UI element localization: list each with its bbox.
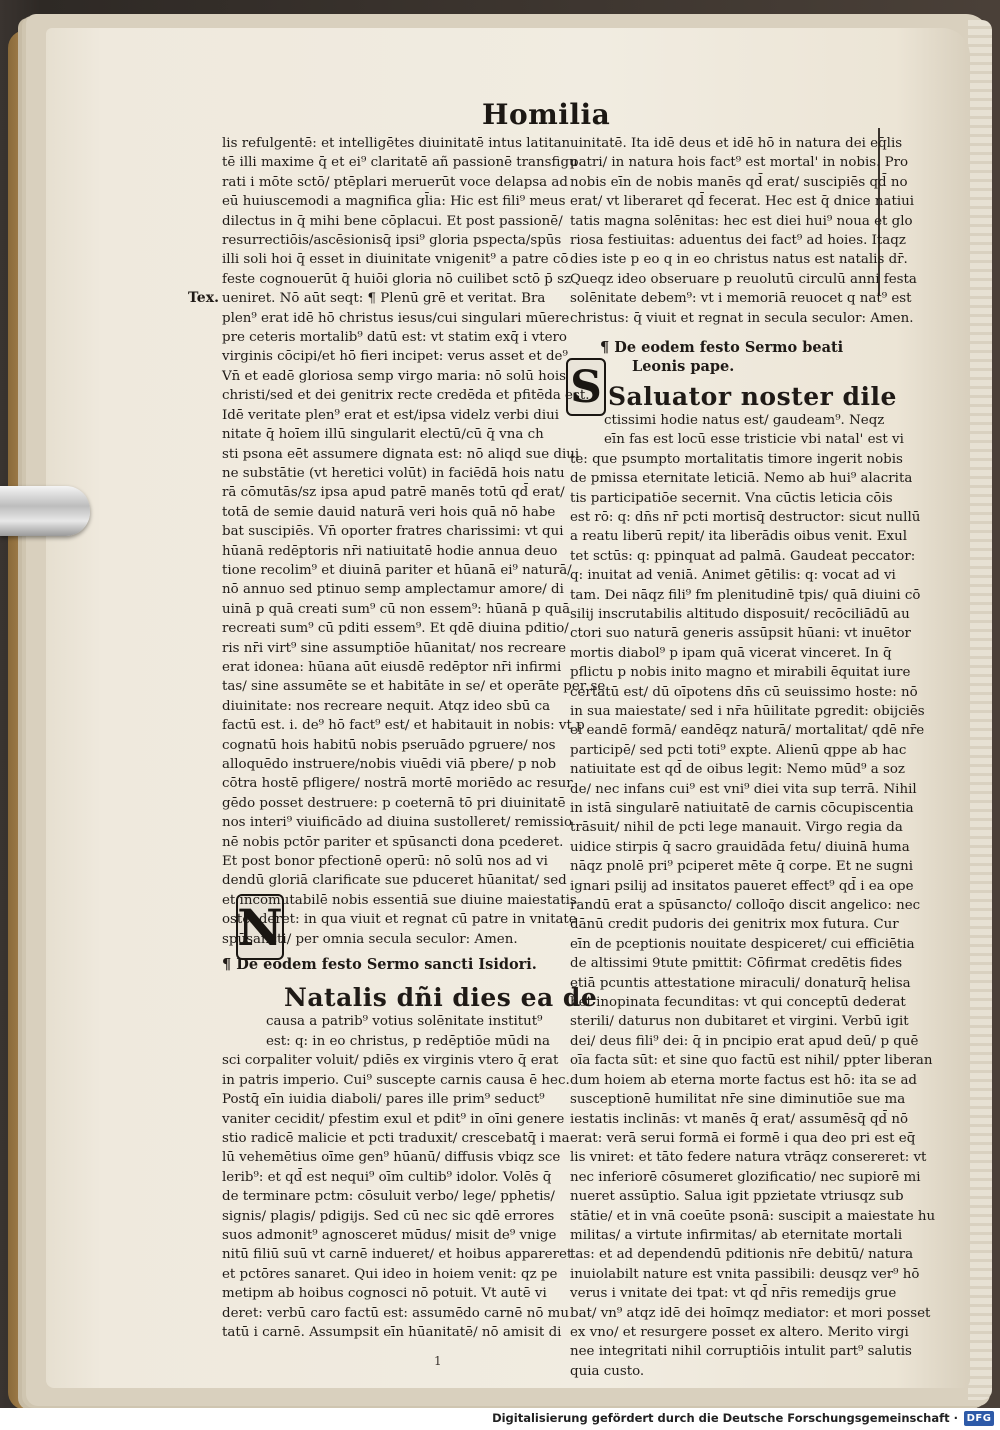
text-line: bet inopinata fecunditas: vt qui conceptū dederat — [570, 995, 906, 1011]
text-line: oīa facta sūt: et sine quo factū est nihil/ ppter liberan — [570, 1053, 933, 1069]
text-line: dānū credit pudoris dei genitrix mox futura. Cur — [570, 917, 899, 933]
text-line: virginis cōcipi/et hō fieri incipet: verus asset et de⁹. — [222, 349, 573, 365]
text-line: natiuitate est qd̄ de oibus legit: Nemo mūd⁹ a soz — [570, 762, 905, 778]
text-line: recreati sum⁹ cū pditi essem⁹. Et qdē diuina pditio/ — [222, 621, 569, 637]
footer-bar — [0, 1408, 1000, 1430]
text-line: factū est. i. de⁹ hō fact⁹ est/ et habitauit in nobis: vt p — [222, 718, 585, 734]
text-line: etiā pcuntis attestatione miraculi/ donaturq̄ helisa — [570, 975, 911, 991]
text-line: solēnitate debem⁹: vt i memoriā reuocet q nat⁹ est — [570, 291, 912, 307]
text-line: resurrectiōis/ascēsionisq̄ ipsi⁹ gloria pspecta/spūs — [222, 233, 562, 249]
text-line: militas/ a virtute infirmitas/ ab eternitate mortali — [570, 1227, 903, 1243]
text-line: nitū filiū suū vt carnē indueret/ et hoibus appareret — [222, 1247, 573, 1263]
text-line: ignari psilij ad insitatos paueret effect⁹ qd̄ i ea ope — [570, 878, 914, 894]
text-line: signis/ plagis/ pdigijs. Sed cū nec sic qdē errores — [222, 1208, 555, 1224]
text-line: erat: verā serui formā ei formē i qua deo pri est eq̄ — [570, 1130, 916, 1146]
text-line: de terminare pctm: cōsuluit verbo/ lege/ pphetis/ — [222, 1189, 555, 1205]
text-line: dies iste p eo q in eo christus natus est natalis dr̄. — [570, 252, 908, 268]
text-line: causa a patrib⁹ votius solēnitate institut⁹ — [266, 1014, 543, 1030]
text-line: dendū gloriā clarificate sue pduceret hūanitat/ sed — [222, 873, 567, 889]
funding-notice: Digitalisierung gefördert durch die Deutsche Forschungsgemeinschaft · — [492, 1411, 958, 1425]
text-line: spūsancti/ per omnia secula seculor: Amen. — [222, 931, 518, 947]
text-line: ne substātie (vt heretici volūt) in faciēdā hois natu — [222, 465, 565, 481]
dfg-logo: DFG — [964, 1411, 994, 1426]
text-line: lū vehemētius oīme gen⁹ hūanū/ diffusis vbiqz sce — [222, 1150, 561, 1166]
right-column-text-2 — [570, 411, 936, 1381]
text-line: eīn de pceptionis nouitate despiceret/ cui efficiētia — [570, 936, 915, 952]
text-line: susceptionē humilitat nr̄e sine diminutiōe sue ma — [570, 1092, 906, 1108]
text-line: in patris imperio. Cui⁹ suscepte carnis causa ē hec. — [222, 1072, 570, 1088]
text-line: participē/ sed pcti toti⁹ expte. Alienū qppe ab hac — [570, 742, 907, 758]
text-line: lis refulgentē: et intelligētes diuinitatē intus latitan — [222, 136, 571, 151]
text-line: de pmissa eternitate leticiā. Nemo ab hui⁹ alacrita — [570, 471, 913, 487]
text-line: cōtra hostē pfligere/ nostrā mortē moriēdo ac resur — [222, 776, 573, 792]
text-line: tatis magna solēnitas: hec est diei hui⁹ noua et glo — [570, 213, 913, 229]
text-line: tam. Dei nāqz fili⁹ fm plenitudinē tpis/ quā diuini cō — [570, 587, 921, 603]
text-line: sterili/ daturus non dubitaret et virgini. Verbū igit — [570, 1014, 909, 1030]
text-line: nee integritati nihil corruptiōis intulit part⁹ salutis — [570, 1344, 912, 1360]
text-line: uidice stirpis q̄ sacro grauidāda fetu/ diuinā huma — [570, 839, 910, 855]
text-line: stātie/ et in vnā coeūte psonā: suscipit a maiestate hu — [570, 1208, 936, 1224]
text-line: nitate q̄ hoīem illū singularit electū/cū q̄ vna ch — [222, 427, 544, 443]
text-line: dilectus in q̄ mihi bene cōplacui. Et post passionē/ — [222, 213, 563, 229]
text-line: Vn̄ et eadē gloriosa semp virgo maria: nō solū hois — [222, 368, 567, 384]
text-line: ueniret. Nō aūt seqt: ¶ Plenū grē et veritat. Bra — [222, 291, 546, 307]
text-line: verus i vnitate dei tpat: vt qd̄ nr̄is remedijs grue — [570, 1286, 897, 1302]
right-section-heading-1: ¶ De eodem festo Sermo beati — [600, 339, 844, 357]
left-column-text — [222, 134, 606, 949]
right-big-heading: Saluator noster dile — [608, 381, 897, 411]
text-line: nec inferiorē cōsumeret glozificatio/ nec supiorē mi — [570, 1169, 921, 1185]
text-line: trāsuit/ nihil de pcti lege manauit. Virgo regia da — [570, 820, 903, 836]
text-line: patri/ in natura hois fact⁹ est mortal' in nobis. Pro — [570, 155, 909, 171]
text-line: vaniter cecidit/ pfestim exul et pdit⁹ in oīni genere — [222, 1111, 565, 1127]
text-line: stio radicē malicie et pcti traduxit/ crescebatq̄ i ma — [222, 1130, 570, 1146]
text-line: christus: q̄ viuit et regnat in secula seculor: Amen. — [570, 310, 914, 326]
right-section-heading-2: Leonis pape. — [632, 358, 735, 376]
right-column-text — [570, 134, 917, 328]
text-line: erat idonea: hūana aūt eiusdē redēptor nr̄i infirmi — [222, 659, 562, 675]
right-column — [570, 134, 936, 1381]
text-line: plen⁹ erat idē hō christus iesus/cui singulari mūere — [222, 310, 570, 326]
text-line: tet sctūs: q: ppinquat ad palmā. Gaudeat peccator: — [570, 548, 916, 564]
text-line: bat suscipiēs. Vn̄ oporter fratres charissimi: vt qui — [222, 524, 564, 540]
text-line: nō annuo sed ptinuo semp amplectamur amore/ di — [222, 582, 564, 598]
text-line: certatū est/ dū oīpotens dn̄s cū seuissimo hoste: nō — [570, 684, 918, 700]
text-line: eū huiuscemodi a magnifica gl̄ia: Hic est fili⁹ meus — [222, 194, 566, 210]
text-line: alloquēdo instruere/nobis viuēdi viā pbere/ p nob — [222, 757, 557, 772]
text-line: lerib⁹: et qd̄ est nequi⁹ oīm cultib⁹ idolor. Volēs q̄ — [222, 1169, 552, 1185]
left-column-text-2 — [222, 1012, 573, 1342]
text-line: et pctōres sanaret. Qui ideo in hoiem venit: qz pe — [222, 1266, 558, 1282]
text-line: rati i mōte sctō/ ptēplari meruerūt voce delapsa ad — [222, 174, 568, 190]
text-line: suos admonit⁹ agnosceret mūdus/ misit de⁹ vnige — [222, 1227, 557, 1243]
decorated-initial-n: N — [236, 894, 284, 960]
text-line: sci corpaliter voluit/ pdiēs ex virginis vtero q̄ erat — [222, 1053, 559, 1069]
text-line: deret: verbū caro factū est: assumēdo carnē nō mu — [222, 1305, 569, 1321]
text-line: uinitatē. Ita idē deus et idē hō in natura dei eq̄lis — [570, 136, 903, 151]
text-line: ei eandē formā/ eandēqz naturā/ mortalitat/ qdē nr̄e — [570, 723, 925, 739]
text-line: in istā singularē natiuitatē de carnis cōcupiscentia — [570, 801, 914, 816]
text-line: cognatū hois habitū nobis pseruādo pgruere/ nos — [222, 737, 556, 753]
text-line: tatū i carnē. Assumpsit eīn hūanitatē/ nō amisit di — [222, 1324, 562, 1340]
text-line: metipm ab hoibus cognosci nō potuit. Vt autē vi — [222, 1286, 547, 1302]
text-line: iestatis inclinās: vt manēs q̄ erat/ assumēsq̄ qd̄ nō — [570, 1111, 909, 1127]
text-line: ex vno/ et resurgere posset ex altero. Merito virgi — [570, 1324, 909, 1340]
text-line: mortis diabol⁹ p ipam quā vicerat vinceret. In q̄ — [570, 645, 892, 661]
text-line: tē illi maxime q̄ et ei⁹ claritatē añ passionē transfigu — [222, 155, 578, 171]
text-line: totā de semie dauid naturā veri hois quā nō habe — [222, 504, 556, 520]
text-line: de altissimi 9tute pmittit: Cōfirmat credētis fides — [570, 956, 903, 972]
text-line: tas: et ad dependendū pditionis nr̄e debitū/ natura — [570, 1247, 914, 1263]
text-line: hūanā redēptoris nr̄i natiuitatē hodie annua deuo — [222, 543, 558, 559]
decorated-initial-s: S — [566, 358, 606, 416]
text-line: Et post bonor pfectionē operū: nō solū nos ad vi — [222, 854, 548, 870]
text-line: gēdo posset destruere: p coeternā tō pri diuinitatē — [222, 795, 566, 811]
text-line: ostenderet: in qua viuit et regnat cū patre in vnitate — [222, 912, 577, 928]
text-line: silij inscrutabilis altitudo disposuit/ recōciliādū au — [570, 606, 910, 622]
text-line: Idē veritate plen⁹ erat et est/ipsa videlz verbi diui — [222, 407, 560, 423]
text-line: dum hoiem ab eterna morte factus est hō: ita se ad — [570, 1072, 917, 1088]
page-edge-strip — [968, 20, 992, 1400]
text-line: est rō: q: dn̄s nr̄ pcti mortisq̄ destructor: sicut nullū — [570, 509, 921, 525]
text-line: et incōmutabilē nobis essentiā sue diuine maiestatis — [222, 892, 577, 908]
text-line: eīn fas est locū esse tristicie vbi natal' est vi — [604, 432, 904, 448]
text-line: diuinitate: nos recreare nequit. Atqz ideo sbū ca — [222, 698, 551, 714]
running-head: Homilia — [482, 98, 611, 131]
folio-mark: 1 — [434, 1354, 442, 1368]
text-line: inuiolabilt nature est vnita passibili: deusqz ver⁹ hō — [570, 1266, 920, 1282]
margin-note: Tex. — [188, 290, 219, 306]
text-line: Postq̄ eīn iuidia diaboli/ pares ille prim⁹ seduct⁹ — [222, 1092, 545, 1108]
text-line: lis vniret: et tāto federe natura vtrāqz consereret: vt — [570, 1150, 927, 1166]
text-line: te: que psumpto mortalitatis timore ingerit nobis — [570, 451, 903, 467]
text-line: ctissimi hodie natus est/ gaudeam⁹. Neqz — [604, 412, 885, 428]
text-line: nē nobis pctōr pariter et spūsancti dona pcederet. — [222, 834, 564, 850]
text-line: nāqz pnolē pri⁹ pciperet mēte q̄ corpe. Et ne sugni — [570, 859, 914, 875]
text-line: ris nr̄i virt⁹ sine assumptiōe hūanitat/ nos recreare — [222, 640, 567, 656]
text-line: illi soli hoi q̄ esset in diuinitate vnigenit⁹ a patre cō — [222, 252, 569, 268]
text-line: nos interi⁹ viuificādo ad diuina sustolleret/ remissio — [222, 815, 573, 831]
text-line: dei/ deus fili⁹ dei: q̄ in pncipio erat apud deū/ p quē — [570, 1033, 919, 1049]
text-line: erat/ vt liberaret qd̄ fecerat. Hec est q̄ dnice natiui — [570, 194, 915, 210]
left-big-heading: Natalis dñi dies ea de — [284, 983, 598, 1013]
text-line: randū erat a spūsancto/ colloq̄o discit angelico: nec — [570, 898, 921, 914]
text-line: tis participatiōe secernit. Vna cūctis leticia cōis — [570, 490, 893, 506]
text-line: in sua maiestate/ sed i nr̄a hūilitate pgredit: obijciēs — [570, 703, 925, 719]
left-section-heading: ¶ De eodem festo Sermo sancti Isidori. — [222, 956, 537, 974]
text-line: bat/ vn⁹ atqz idē dei hoīmqz mediator: et mori posset — [570, 1305, 931, 1321]
text-line: pre ceteris mortalib⁹ datū est: vt statim exq̄ i vtero — [222, 330, 567, 346]
text-line: christi/sed et dei genitrix recte credēda et pfitēda est. — [222, 388, 590, 404]
text-line: riosa festiuitas: aduentus dei fact⁹ ad hoies. Itaqz — [570, 233, 906, 249]
text-line: Queqz ideo obseruare p reuolutū circulū anni festa — [570, 271, 917, 287]
text-line: de/ nec infans cui⁹ est vni⁹ diei vita sup terrā. Nihil — [570, 781, 917, 797]
text-line: est: q: in eo christus, p redēptiōe mūdi na — [266, 1033, 550, 1049]
text-line: rā cōmutās/sz ipsa apud patrē manēs totū qd̄ erat/ — [222, 485, 565, 501]
left-column — [222, 134, 606, 1342]
text-line: nobis eīn de nobis manēs qd̄ erat/ suscipiēs qd̄ no — [570, 174, 908, 190]
text-line: pflictu p nobis inito magno et mirabili ēquitat iure — [570, 665, 911, 681]
text-line: nueret assūptio. Salua igit ppzietate vtriusqz sub — [570, 1189, 904, 1205]
text-line: tione recolim⁹ et diuinā pariter et hūanā ei⁹ naturā/ — [222, 562, 572, 578]
text-line: uinā p quā creati sum⁹ cū non essem⁹: hūanā p quā — [222, 601, 571, 617]
text-line: a reatu liberū repit/ ita liberādis oibus venit. Exul — [570, 529, 908, 545]
page-clip — [0, 486, 90, 536]
text-line: q: inuitat ad veniā. Animet gētilis: q: vocat ad vi — [570, 568, 896, 584]
text-line: sti psona eēt assumere dignata est: nō aliqd sue diui — [222, 446, 580, 462]
text-line: feste cognouerūt q̄ huiōi gloria nō cuilibet sctō p̄ sz — [222, 271, 572, 287]
text-line: quia custo. — [570, 1363, 645, 1379]
text-line: ctori suo naturā generis assūpsit hūani: vt inuētor — [570, 626, 911, 642]
text-line: tas/ sine assumēte se et habitāte in se/ et operāte per se — [222, 679, 606, 695]
